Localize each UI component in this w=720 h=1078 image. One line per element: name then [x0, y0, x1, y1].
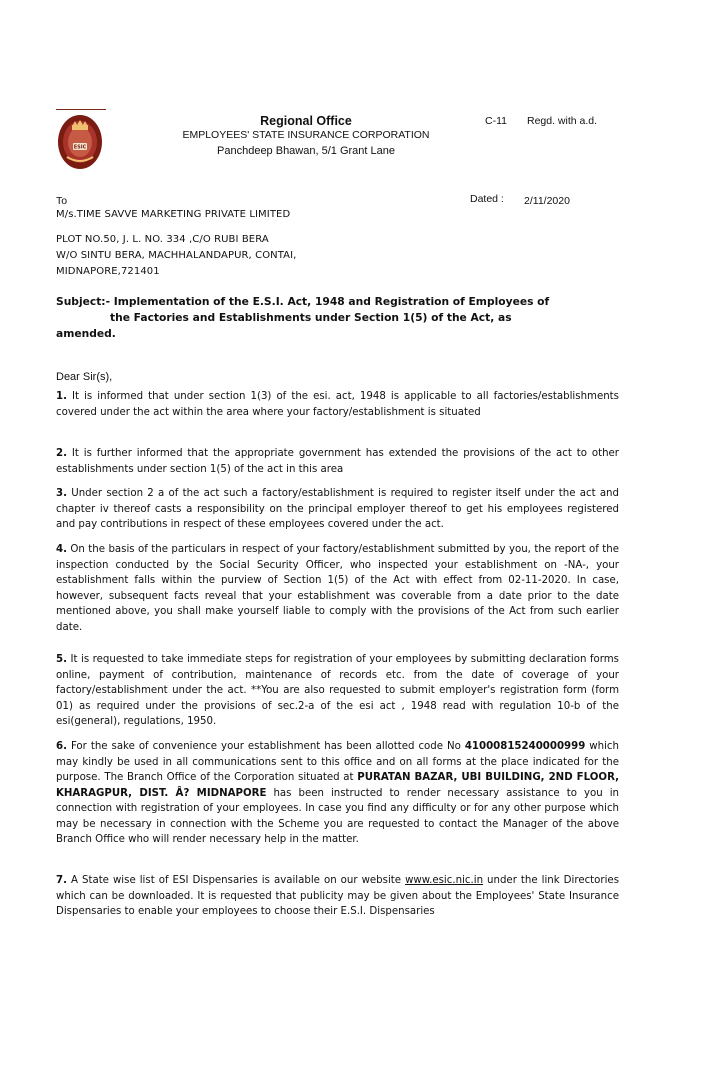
paragraph-1 [56, 389, 619, 420]
paragraph-number: 7. [56, 875, 67, 886]
paragraph-4 [56, 542, 619, 635]
subject [56, 294, 616, 342]
corporation-name: EMPLOYEES' STATE INSURANCE CORPORATION [182, 129, 430, 141]
recipient-address-line: MIDNAPORE,721401 [56, 266, 160, 277]
office-title: Regional Office [260, 114, 352, 128]
paragraph-text: For the sake of convenience your establishment has been allotted code No [70, 741, 461, 752]
website-link[interactable]: www.esic.nic.in [405, 875, 484, 886]
recipient-address-line: W/O SINTU BERA, MACHHALANDAPUR, CONTAI, [56, 250, 297, 261]
paragraph-text: It is informed that under section 1(3) of the esi. act, 1948 is applicable to all factories/establishments covered under the act within the area where your factory/establishment is situated [56, 391, 619, 418]
paragraph-5 [56, 652, 619, 730]
paragraph-text: A State wise list of ESI Dispensaries is available on our website [71, 875, 406, 886]
salutation: Dear Sir(s), [56, 371, 113, 383]
paragraph-text: which may kindly be used in all communications sent to this office and on all forms at the place indicated for the purpose. The Branch Office of the Corporation situated at [56, 741, 619, 783]
paragraph-text: under the link Directories which can be downloaded. It is requested that publicity may be given about the Employees' State Insurance Dispensaries to enable your employees to choose their E.S.I. Dispensaries [56, 875, 620, 917]
header-rule [56, 109, 106, 110]
paragraph-text: It is further informed that the appropriate government has extended the provisions of the act to other establishments under section 1(5) of the act in this area [56, 448, 619, 475]
recipient-company: M/s.TIME SAVVE MARKETING PRIVATE LIMITED [56, 209, 291, 220]
paragraph-number: 1. [56, 391, 67, 402]
dated-label: Dated : [470, 193, 504, 205]
subject-line: amended. [56, 327, 116, 340]
subject-line: the Factories and Establishments under Section 1(5) of the Act, as [110, 311, 512, 324]
branch-office-address: PURATAN BAZAR, UBI BUILDING, 2ND FLOOR, KHARAGPUR, DIST. Â? MIDNAPORE [56, 772, 619, 799]
paragraph-number: 2. [56, 448, 67, 459]
paragraph-7 [56, 873, 619, 920]
recipient-address-line: PLOT NO.50, J. L. NO. 334 ,C/O RUBI BERA [56, 234, 269, 245]
paragraph-6 [56, 739, 619, 848]
paragraph-text: has been instructed to render necessary assistance to you in connection with registration of your employees. In case you find any difficulty or for any other purpose which may be necessary in connection with the Scheme you are requested to contact the Manager of the above Branch Office who will render necessary help in the matter. [56, 787, 619, 845]
letter-code: C-11 [485, 115, 507, 127]
office-address: Panchdeep Bhawan, 5/1 Grant Lane [217, 145, 395, 157]
paragraph-3 [56, 486, 619, 533]
paragraph-2 [56, 446, 619, 477]
paragraph-text: Under section 2 a of the act such a factory/establishment is required to register itself under the act and chapter iv thereof casts a responsibility on the principal employer thereof to get his employees registered and pay contributions in respect of these employees covered under the act. [56, 488, 619, 530]
paragraph-text: On the basis of the particulars in respect of your factory/establishment submitted by you, the report of the inspection conducted by the Social Security Officer, who inspected your establishment on -NA-, your establishment falls within the purview of Section 1(5) of the Act with effect from 02-11-2020. In case, however, subsequent facts reveal that your establishment was coverable from a date prior to the date mentioned above, you shall make yourself liable to comply with the provisions of the Act from such earlier date. [56, 544, 619, 633]
paragraph-text: It is requested to take immediate steps for registration of your employees by submitting declaration forms online, payment of contribution, maintenance of records etc. from the date of coverage of your factory/establishment under the act. **You are also requested to submit employer's registration form (form 01) as required under the provisions of sec.2-a of the esi act , 1948 read with regulation 10-b of the esi(general), regulations, 1950. [56, 654, 619, 727]
logo-text: ESIC [73, 144, 87, 151]
letter-date: 2/11/2020 [524, 195, 570, 207]
paragraph-number: 4. [56, 544, 67, 555]
regd-note: Regd. with a.d. [527, 115, 598, 127]
paragraph-number: 3. [56, 488, 67, 499]
esic-logo [55, 113, 105, 171]
employer-code: 41000815240000999 [464, 741, 586, 752]
paragraph-number: 6. [56, 741, 67, 752]
to-label: To [56, 195, 68, 207]
subject-line: Subject:- Implementation of the E.S.I. Act, 1948 and Registration of Employees of [56, 295, 550, 308]
paragraph-number: 5. [56, 654, 67, 665]
